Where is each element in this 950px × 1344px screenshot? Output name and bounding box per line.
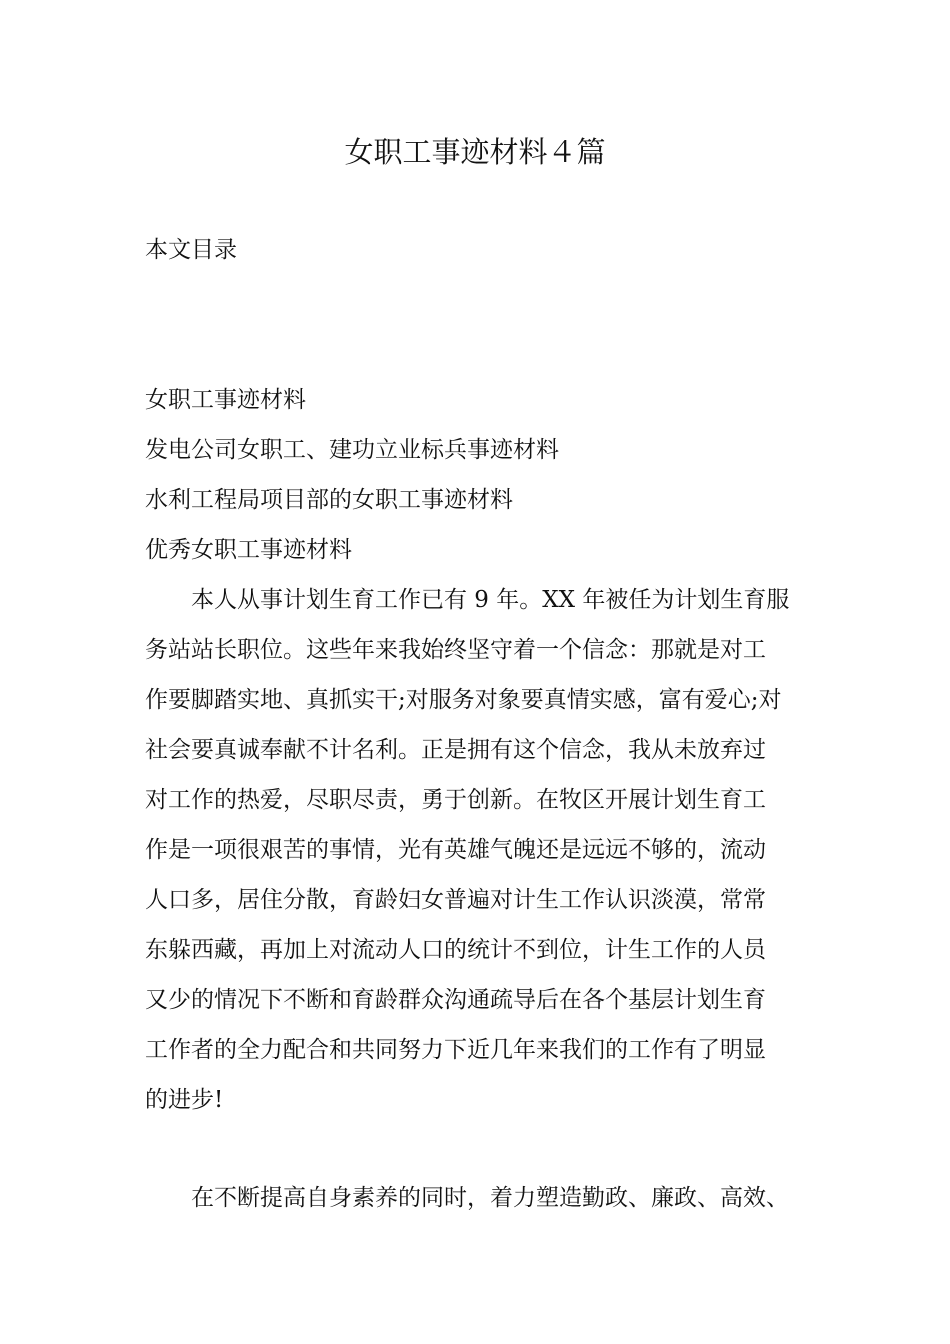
paragraph-line: 作是一项很艰苦的事情，光有英雄气魄还是远远不够的，流动 <box>145 837 766 863</box>
paragraph-line: 务站站长职位。这些年来我始终坚守着一个信念：那就是对工 <box>145 637 766 663</box>
document-title: 女职工事迹材料４篇 <box>344 135 606 169</box>
paragraph-line: 又少的情况下不断和育龄群众沟通疏导后在各个基层计划生育 <box>145 987 766 1013</box>
body-paragraph-1 <box>145 575 810 1125</box>
table-of-contents <box>145 382 559 582</box>
paragraph-line: 工作者的全力配合和共同努力下近几年来我们的工作有了明显 <box>145 1037 766 1063</box>
toc-item-2[interactable]: 发电公司女职工、建功立业标兵事迹材料 <box>145 437 559 463</box>
paragraph-line: 作要脚踏实地、真抓实干;对服务对象要真情实感，富有爱心;对 <box>145 687 782 713</box>
paragraph-line: 社会要真诚奉献不计名利。正是拥有这个信念，我从未放弃过 <box>145 737 766 763</box>
paragraph-line: 东躲西藏，再加上对流动人口的统计不到位，计生工作的人员 <box>145 937 766 963</box>
paragraph-line: 人口多，居住分散，育龄妇女普遍对计生工作认识淡漠，常常 <box>145 887 766 913</box>
paragraph-line: 的进步! <box>145 1087 224 1113</box>
toc-item-3[interactable]: 水利工程局项目部的女职工事迹材料 <box>145 487 513 513</box>
toc-heading: 本文目录 <box>145 237 237 263</box>
paragraph-line: 在不断提高自身素养的同时，着力塑造勤政、廉政、高效、 <box>191 1185 789 1211</box>
toc-item-4[interactable]: 优秀女职工事迹材料 <box>145 537 352 563</box>
paragraph-line: 本人从事计划生育工作已有 9 年。XX 年被任为计划生育服 <box>191 587 790 613</box>
toc-item-1[interactable]: 女职工事迹材料 <box>145 387 306 413</box>
body-paragraph-2 <box>145 1173 835 1223</box>
paragraph-line: 对工作的热爱，尽职尽责，勇于创新。在牧区开展计划生育工 <box>145 787 766 813</box>
